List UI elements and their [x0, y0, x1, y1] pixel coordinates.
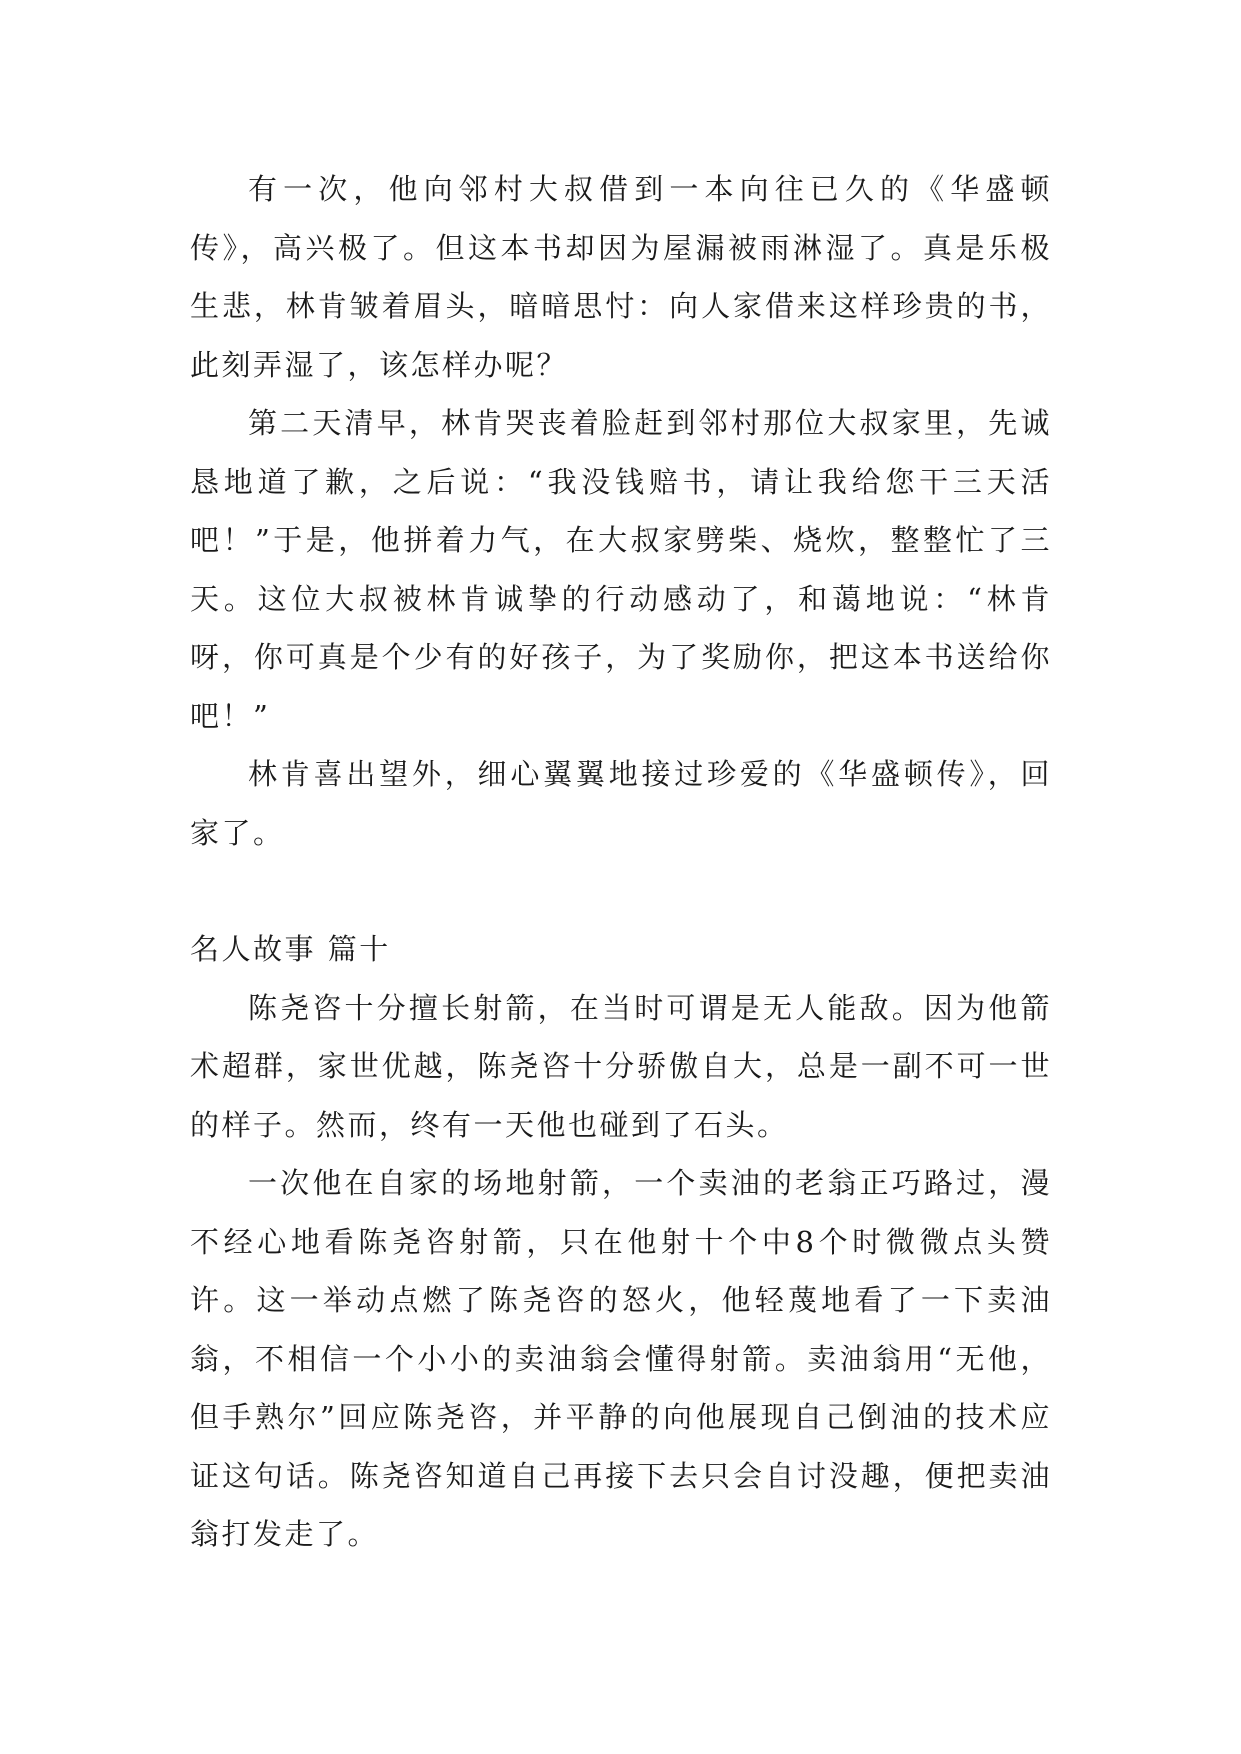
paragraph-book-gift: 林肯喜出望外，细心翼翼地接过珍爱的《华盛顿传》，回家了。	[190, 757, 1052, 850]
paragraph-oil-seller: 一次他在自家的场地射箭，一个卖油的老翁正巧路过，漫不经心地看陈尧咨射箭，只在他射十个中8个时微微点头赞许。这一举动点燃了陈尧咨的怒火，他轻蔑地看了一下卖油翁，不相信一个小小的卖油翁会懂得射箭。卖油翁用“无他，但手熟尔”回应陈尧咨，并平静的向他展现自己倒油的技术应证这句话。陈尧咨知道自己再接下去只会自讨没趣，便把卖油翁打发走了。	[190, 1166, 1052, 1551]
paragraph-borrowed-book: 有一次，他向邻村大叔借到一本向往已久的《华盛顿传》，高兴极了。但这本书却因为屋漏被雨淋湿了。真是乐极生悲，林肯皱着眉头，暗暗思忖：向人家借来这样珍贵的书，此刻弄湿了，该怎样办呢？	[190, 172, 1052, 382]
section-title: 名人故事 篇十	[190, 932, 391, 966]
document-page	[190, 160, 1052, 1564]
paragraph-apology-work: 第二天清早，林肯哭丧着脸赶到邻村那位大叔家里，先诚恳地道了歉，之后说：“我没钱赔书，请让我给您干三天活吧！”于是，他拼着力气，在大叔家劈柴、烧炊，整整忙了三天。这位大叔被林肯诚挚的行动感动了，和蔼地说：“林肯呀，你可真是个少有的好孩子，为了奖励你，把这本书送给你吧！”	[190, 406, 1052, 733]
paragraph-archery-skill: 陈尧咨十分擅长射箭，在当时可谓是无人能敌。因为他箭术超群，家世优越，陈尧咨十分骄傲自大，总是一副不可一世的样子。然而，终有一天他也碰到了石头。	[190, 990, 1052, 1142]
